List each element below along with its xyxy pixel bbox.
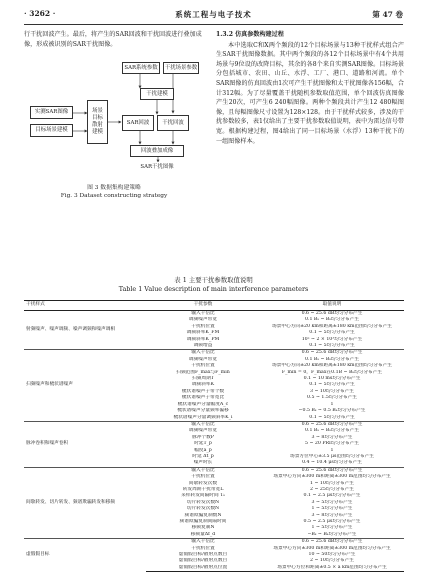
cell-param: 频谱欺骗复制间隔时间 <box>179 519 227 524</box>
cell-value: 场景方位中心±3.5 μs范围均匀分布产生 <box>290 453 374 459</box>
cell-param: 调频斜率K_PM <box>186 336 220 342</box>
figure-caption <box>24 184 204 200</box>
cell-param: 幅度a_p <box>194 447 212 453</box>
cell-value: 0.1 ~ 5均匀分布产生 <box>309 330 355 336</box>
cell-value: −Bₛ ~ Bₛ均匀分布产生 <box>307 531 357 537</box>
cell-value: 1 ~ 10均匀分布产生 <box>310 480 354 486</box>
table-caption-en: Table 1 Value description of main interference parameters <box>118 285 309 293</box>
col-header-param: 干扰参数 <box>146 301 260 311</box>
cell-value: 0.1 Bₛ ~ Bₛ均匀分布产生 <box>304 356 360 362</box>
interference-params-table <box>24 300 404 572</box>
real-sar-image-box: 实测SAR图像 <box>30 106 73 119</box>
figure-caption-zh: 图 3 数据集构建策略 <box>87 185 141 191</box>
right-column <box>216 30 404 146</box>
table-body <box>24 311 404 572</box>
cell-param: 移频复制N <box>191 525 215 531</box>
dataset-flow-diagram <box>30 58 200 172</box>
right-column-text: 本中选取C和X两个频段的12个目标场景与13种干扰样式组合产生SAR干扰图像数据。其中两个频段的各12个目标场景中有4个共用场景与9位设的改降目标，其余的各8个来自实测SAR图像。目标场景分包括城市、农田、山丘、水浮、工厂、港口、道路和河流。单个SAR图像的仿真回波由1次可产生干扰图像和太干扰图像各156幅，合计312幅。为了尽量覆盖干扰随机参数取值范围，单个回波仿真图像产生20次，可产生6 240幅图像。两种个频段共计产生12 480幅图像，且每幅图像尺寸设置为128×128。由于干扰样式较多，涉及的干扰参数较多，表1仅给出了主要干扰参数取值说明，表中为雷达信号带宽。根据构建过程，图4给出了同一目标场景（水浮）13种干扰下的一组图像样本。 <box>216 41 404 145</box>
cell-param: 梳状谱噪声分量幅度A_c <box>177 401 229 407</box>
cell-param: 输入干信比 <box>146 539 260 546</box>
sar-echo-box: SAR回波 <box>122 115 154 131</box>
header-rule <box>24 24 403 25</box>
section-title: 1.3.2 仿真参数构建过程 <box>216 31 284 38</box>
cell-param: 调频斜率K_FM <box>186 330 220 336</box>
cell-param: 噪声时长 <box>193 460 213 466</box>
cell-param: 切片转发次数N <box>186 499 220 505</box>
cell-param: 转发周期干扰带宽L <box>182 486 224 492</box>
cell-param: 梳状谱噪声分量调频斜率K_i <box>173 414 233 420</box>
cell-param: 输入干信比 <box>146 421 260 428</box>
cell-value: 0.6 ~ 25.6 dB均匀分布产生 <box>260 539 404 546</box>
cell-value: 0.1 ~ 10 ms均匀分布产生 <box>303 376 361 382</box>
cell-param: 调频噪声带宽 <box>188 428 218 434</box>
cell-value: 0.6 ~ 25.6 dB均匀分布产生 <box>301 311 363 316</box>
cell-style: 间歇转发、切片转发、频谱欺骗转发和移频 <box>24 467 146 538</box>
cell-param: 调频增益 <box>193 343 213 349</box>
cell-value: 5 ~ 20 PRI均匀分布产生 <box>304 441 359 447</box>
cell-style: 扫频噪声和梳状谱噪声 <box>24 350 146 421</box>
cell-value: 3 ~ 8均匀分布产生 <box>311 512 353 518</box>
cell-value: 1 ~ 5均匀分布产生 <box>311 525 353 531</box>
cell-param: 时延T_p <box>194 441 212 447</box>
cell-value: 场景中心方位和距离±0.5 × a km范围均匀分布产生 <box>260 565 404 572</box>
page-number: · 3262 · <box>24 9 56 18</box>
cell-value: 0.6 ~ 25.6 dB均匀分布产生 <box>260 421 404 428</box>
cell-value: 3 ~ 5均匀分布产生 <box>311 499 353 505</box>
cell-value: 10² ~ 2 × 10³均匀分布产生 <box>301 336 363 342</box>
col-header-style: 干扰样式 <box>24 301 146 311</box>
cell-param: 输入干信比 <box>191 311 215 316</box>
cell-value: 0.5 ~ 1.5均匀分布产生 <box>307 395 357 401</box>
cell-param: 虚假假目标/散射点数目 <box>178 552 228 558</box>
cell-value: −0.5 Bₛ ~ 0.5 Bₛ均匀分布产生 <box>298 408 366 414</box>
table-row <box>24 467 404 474</box>
cell-value: 0.1 ~ 5均匀分布产生 <box>309 343 355 349</box>
cell-value: 3 ~ 8均匀分布产生 <box>311 434 353 440</box>
cell-value: F_min = 0，F_max在0.1B ~ Bₛ均匀分布产生 <box>281 369 383 375</box>
cell-value: 0.1 ~ 2.5 μs均匀分布产生 <box>303 493 361 499</box>
left-column-text: 行干扰回波产生。最后，将产生的SAR回波和干扰回波进行叠加成像，形成被识别的SAR干扰图像。 <box>24 31 202 48</box>
cell-param: 调频噪声带宽 <box>188 317 218 323</box>
sar-params-box: SAR系统参数 <box>122 62 160 74</box>
cell-param: 调频噪声带宽 <box>188 356 218 362</box>
scene-scatter-model-box: 场景目标散射建模 <box>87 100 108 144</box>
cell-value: 0.6 ~ 25.6 dB均匀分布产生 <box>260 467 404 474</box>
cell-param: 梳状谱噪声分量频率偏移 <box>177 408 229 414</box>
cell-param: 频谱欺骗复制数N <box>184 512 222 518</box>
cell-param: 扫频周期T <box>192 376 214 382</box>
cell-param: 梳状谱噪声子带宽比 <box>181 395 225 401</box>
cell-value: 0.6 ~ 25.6 dB均匀分布产生 <box>260 350 404 357</box>
cell-value: 3 ~ 10均匀分布产生 <box>310 388 354 394</box>
cell-param: 间歇转发次数 <box>188 480 218 486</box>
cell-style: 虚假假目标 <box>24 539 146 572</box>
cell-param: 输入干信比 <box>146 350 260 357</box>
table-row <box>24 311 404 318</box>
table-row <box>24 421 404 428</box>
cell-value: 场景中心方向±300 m和距离±300 m范围均匀分布产生 <box>273 474 391 480</box>
table-header-row <box>24 301 404 311</box>
cell-value: 场景中心方向±20 km和距离±180 km范围均匀分布产生 <box>271 363 392 369</box>
journal-title: 系统工程与电子技术 <box>175 10 252 19</box>
cell-value: 场景中心方向±20 km和距离±180 km范围均匀分布产生 <box>271 323 392 329</box>
cell-value: 0.1 Bₛ ~ Bₛ均匀分布产生 <box>304 317 360 323</box>
cell-param: 时延 Δt_p <box>192 453 214 459</box>
cell-value: 2 ~ 25均匀分布产生 <box>310 486 354 492</box>
jam-model-box: 干扰建模 <box>140 88 174 100</box>
page-header <box>24 9 403 23</box>
cell-value: 0.1 ~ 5均匀分布产生 <box>309 414 355 420</box>
jam-echo-box: 干扰回波 <box>157 115 189 131</box>
jam-params-box: 干扰场景参数 <box>163 62 199 74</box>
cell-param: 虚假假目标/散射点数目 <box>178 558 228 564</box>
cell-value: 0.1 Bₛ ~ Bₛ均匀分布产生 <box>304 428 360 434</box>
cell-value: 10 ~ 50均匀分布产生 <box>308 552 356 558</box>
cell-param: 干扰机位置 <box>191 363 215 369</box>
cell-param: 扫频范围F_max与F_min <box>176 369 230 375</box>
cell-param: 梳状谱噪声子带个数 <box>181 388 225 394</box>
cell-value: 0.4 ~ 10.4 μs均匀分布产生 <box>302 460 362 466</box>
figure-caption-en: Fig. 3 Dataset constructing strategy <box>60 193 168 199</box>
table-row <box>24 539 404 546</box>
cell-param: 虚假假目标/散射点位置 <box>146 565 260 572</box>
cell-param: 移频量Δf_d <box>190 531 216 537</box>
cell-param: 切片转发次数N <box>186 506 220 512</box>
cell-value: 1 ~ 5均匀分布产生 <box>311 506 353 512</box>
table-caption <box>24 276 403 294</box>
cell-param: 输入干信比 <box>146 467 260 474</box>
cell-param: 干扰机位置 <box>191 545 215 551</box>
cell-param: 干扰机位置 <box>191 474 215 480</box>
cell-param: 脉冲个数P <box>192 434 214 440</box>
cell-style: 射频噪声、噪声调频、噪声调频和噪声调相 <box>26 327 116 333</box>
result-label: SAR干扰图像 <box>130 162 184 172</box>
table-row <box>24 350 404 357</box>
cell-param: 调频斜率K <box>191 382 215 388</box>
cell-value: 0.1 ~ 5均匀分布产生 <box>309 382 355 388</box>
cell-param: 采样转发间隔时间 Tₛ <box>181 493 225 499</box>
cell-value: 1 <box>330 401 334 407</box>
cell-param: 干扰机位置 <box>191 323 215 329</box>
table-caption-zh: 表 1 主要干扰参数取值说明 <box>174 276 253 284</box>
echo-fusion-box: 回波叠加成像 <box>130 145 184 157</box>
cell-value: 场景中心方向±300 m和距离±300 m范围均匀分布产生 <box>273 545 391 551</box>
col-header-value: 取值说明 <box>260 301 404 311</box>
cell-value: 0.5 ~ 2.5 μs均匀分布产生 <box>303 519 361 524</box>
target-scene-model-box: 目标场景建模 <box>30 124 73 137</box>
cell-style: 脉冲卷积和噪声卷积 <box>24 421 146 467</box>
cell-value: 2 ~ 10均匀分布产生 <box>310 558 354 564</box>
cell-value: 1 <box>330 447 334 453</box>
volume-label: 第 47 卷 <box>372 10 403 19</box>
